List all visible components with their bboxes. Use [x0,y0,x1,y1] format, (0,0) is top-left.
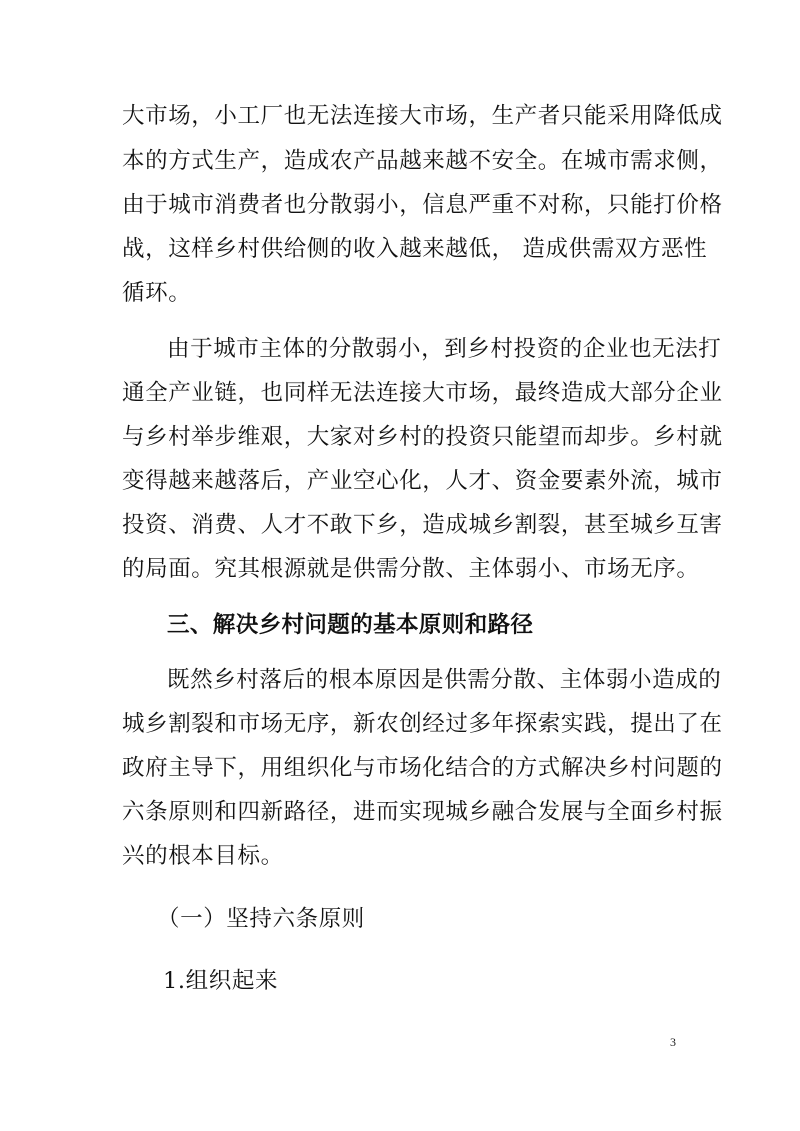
text-line: 既然乡村落后的根本原因是供需分散、主体弱小造成的 [167,667,722,693]
text-line: 本的方式生产，造成农产品越来越不安全。在城市需求侧， [122,148,723,174]
text-line: 循环。 [122,280,192,306]
text-line: 由于城市消费者也分散弱小，信息严重不对称，只能打价格 [122,192,723,218]
page-number: 3 [670,1035,676,1049]
text-line: 城乡割裂和市场无序，新农创经过多年探索实践，提出了在 [122,711,723,737]
text-line: 兴的根本目标。 [122,843,284,869]
text-line: 六条原则和四新路径，进而实现城乡融合发展与全面乡村振 [122,799,723,825]
text-line: 与乡村举步维艰，大家对乡村的投资只能望而却步。乡村就 [122,424,723,450]
text-line: 通全产业链，也同样无法连接大市场，最终造成大部分企业 [122,380,723,406]
text-line: 政府主导下，用组织化与市场化结合的方式解决乡村问题的 [122,755,723,781]
text-line: 的局面。究其根源就是供需分散、主体弱小、市场无序。 [122,556,700,582]
section-heading: 三、解决乡村问题的基本原则和路径 [167,612,534,638]
subheading: （一）坚持六条原则 [157,906,365,932]
item-heading: 1.组织起来 [163,968,279,994]
text-line: 变得越来越落后，产业空心化，人才、资金要素外流，城市 [122,468,723,494]
text-line: 投资、消费、人才不敢下乡，造成城乡割裂，甚至城乡互害 [122,512,723,538]
text-line: 由于城市主体的分散弱小，到乡村投资的企业也无法打 [167,336,722,362]
text-line: 战，这样乡村供给侧的收入越来越低， 造成供需双方恶性 [122,236,708,262]
text-line: 大市场，小工厂也无法连接大市场，生产者只能采用降低成 [122,103,723,129]
